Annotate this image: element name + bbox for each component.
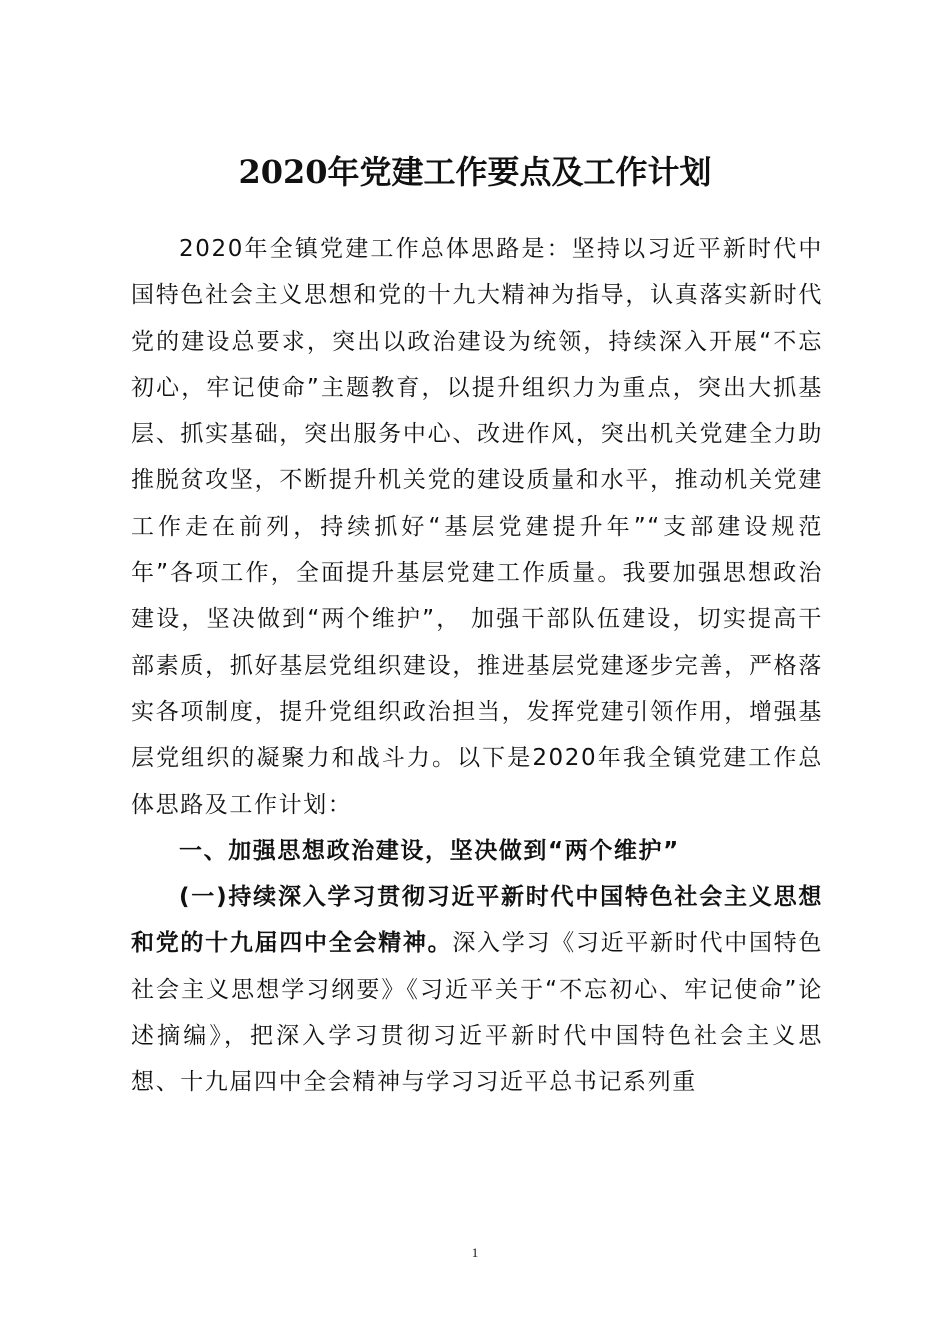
page-number: 1 [471, 1245, 479, 1260]
document-title: 2020年党建工作要点及工作计划 [238, 153, 712, 191]
document-body [131, 226, 823, 1106]
subsection-heading: (一)持续深入学习贯彻习近平新时代中国特色社会主义思想和党的十九届四中全会精神。 [131, 884, 823, 957]
intro-paragraph: 2020年全镇党建工作总体思路是：坚持以习近平新时代中国特色社会主义思想和党的十九大精神为指导，认真落实新时代党的建设总要求，突出以政治建设为统领，持续深入开展“不忘初心，牢记使命”主题教育，以提升组织力为重点，突出大抓基层、抓实基础，突出服务中心、改进作风，突出机关党建全力助推脱贫攻坚，不断提升机关党的建设质量和水平，推动机关党建工作走在前列，持续抓好“基层党建提升年”“支部建设规范年”各项工作，全面提升基层党建工作质量。我要加强思想政治建设，坚决做到“两个维护”， 加强干部队伍建设，切实提高干部素质，抓好基层党组织建设，推进基层党建逐步完善，严格落实各项制度，提升党组织政治担当，发挥党建引领作用，增强基层党组织的凝聚力和战斗力。以下是2020年我全镇党建工作总体思路及工作计划： [131, 236, 823, 818]
subsection-paragraph [131, 874, 823, 1105]
subsection-text: 深入学习《习近平新时代中国特色社会主义思想学习纲要》《习近平关于“不忘初心、牢记使命”论述摘编》，把深入学习贯彻习近平新时代中国特色社会主义思想、十九届四中全会精神与学习习近平总书记系列重 [131, 930, 823, 1096]
section-heading: 一、加强思想政治建设，坚决做到“两个维护” [179, 837, 680, 864]
